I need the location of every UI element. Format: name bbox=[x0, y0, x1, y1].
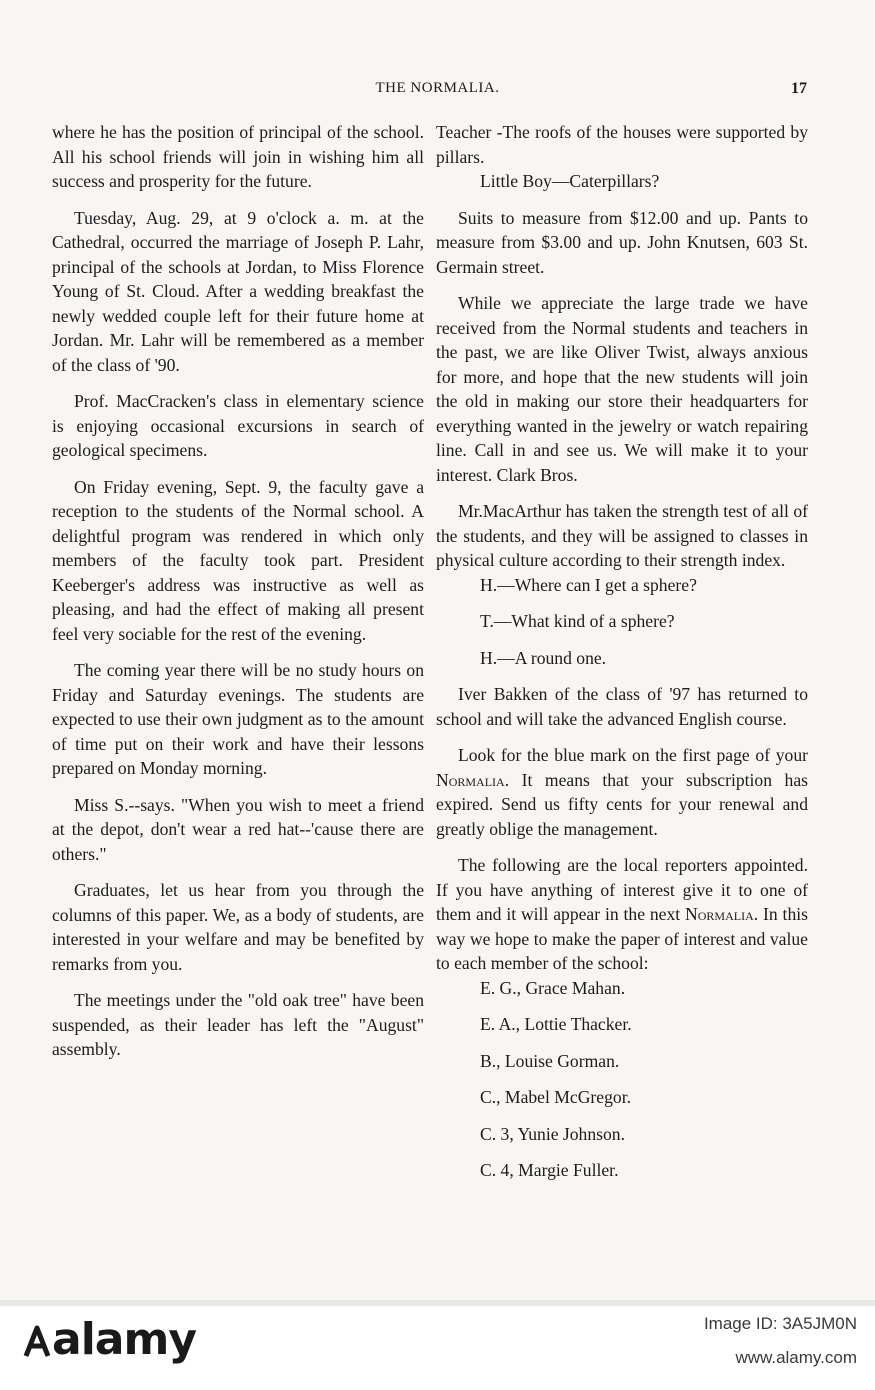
paragraph-reporters bbox=[436, 853, 808, 976]
reporter-item: B., Louise Gorman. bbox=[480, 1050, 620, 1071]
reporter-item: E. A., Lottie Thacker. bbox=[480, 1014, 632, 1034]
paragraph-bakken: Iver Bakken of the class of '97 has returned to school and will take the advanced English course. bbox=[436, 684, 808, 729]
joke-caterpillars-line-2: Little Boy—Caterpillars? bbox=[480, 171, 660, 191]
watermark-site: www.alamy.com bbox=[735, 1348, 857, 1367]
paragraph-science-class: Prof. MacCracken's class in elementary science is enjoying occasional excursions in search of geological specimens. bbox=[52, 391, 424, 460]
joke-sphere-line-3: H.—A round one. bbox=[480, 647, 607, 668]
left-column bbox=[52, 120, 424, 1062]
watermark-footer bbox=[0, 1300, 875, 1390]
alamy-logo-text: alamy bbox=[52, 1314, 196, 1365]
page-title: THE NORMALIA. bbox=[375, 80, 500, 96]
normalia-brand: Normalia bbox=[436, 769, 505, 790]
paragraph-oak-tree: The meetings under the "old oak tree" have been suspended, as their leader has left the "August" assembly. bbox=[52, 990, 424, 1059]
footer-divider bbox=[0, 1300, 875, 1306]
joke-caterpillars-line-1: Teacher -The roofs of the houses were supported by pillars. bbox=[436, 122, 808, 167]
page-number: 17 bbox=[791, 80, 807, 97]
paragraph-blue-mark bbox=[436, 743, 808, 841]
paragraph-wedding: Tuesday, Aug. 29, at 9 o'clock a. m. at the Cathedral, occurred the marriage of Joseph P. Lahr, principal of the schools at Jordan, to Miss Florence Young of St. Cloud. After a wedding breakfast the newly wedded couple left for their future home at Jordan. Mr. Lahr will be remembered as a member of the class of '90. bbox=[52, 207, 424, 375]
paragraph-study-hours: The coming year there will be no study hours on Friday and Saturday evenings. The students are expected to use their own judgment as to the amount of time put on their work and have their lessons prepared on Monday morning. bbox=[52, 660, 424, 778]
reporter-item: C., Mabel McGregor. bbox=[480, 1087, 631, 1107]
reporter-item: C. 4, Margie Fuller. bbox=[480, 1160, 619, 1180]
paragraph-principal: where he has the position of principal of the school. All his school friends will join in wishing him all success and prosperity for the future. bbox=[52, 122, 424, 191]
reporter-item: E. G., Grace Mahan. bbox=[480, 977, 626, 998]
normalia-brand: Normalia bbox=[685, 904, 754, 924]
alamy-logo bbox=[22, 1314, 196, 1365]
running-head bbox=[0, 80, 875, 104]
reporter-item: C. 3, Yunie Johnson. bbox=[480, 1123, 625, 1144]
blue-mark-text-1: Look for the blue mark on the first page of your bbox=[458, 745, 808, 765]
advertisement-suits: Suits to measure from $12.00 and up. Pants to measure from $3.00 and up. John Knutsen, 603 St. Germain street. bbox=[436, 207, 808, 277]
reporters-text-2: . In this way we hope to make the paper of interest and value to each member of the school: bbox=[436, 904, 808, 973]
paragraph-graduates: Graduates, let us hear from you through the columns of this paper. We, as a body of students, are interested in your welfare and may be benefited by remarks from you. bbox=[52, 880, 424, 974]
reporter-list bbox=[436, 976, 808, 1183]
paragraph-reception: On Friday evening, Sept. 9, the faculty gave a reception to the students of the Normal school. A delightful program was rendered in which only members of the faculty took part. President Keeberger's address was instructive as well as pleasing, and had the effect of making all present feel very sociable for the rest of the evening. bbox=[52, 476, 424, 644]
paragraph-red-hat: Miss S.--says. "When you wish to meet a friend at the depot, don't wear a red hat--'cause there are others." bbox=[52, 794, 424, 864]
image-id-label: Image ID: 3A5JM0N bbox=[703, 1314, 857, 1333]
advertisement-clark-bros: While we appreciate the large trade we have received from the Normal students and teachers in the past, we are like Oliver Twist, always anxious for more, and hope that the new students will join the old in making our store their headquarters for everything wanted in the jewelry or watch repairing line. Call in and see us. We will make it to your interest. Clark Bros. bbox=[436, 293, 808, 485]
alamy-a-mark-icon bbox=[22, 1322, 52, 1362]
joke-sphere-line-1: H.—Where can I get a sphere? bbox=[480, 574, 697, 595]
blue-mark-text-2: . It means that your subscription has expired. Send us fifty cents for your renewal and greatly oblige the management. bbox=[436, 769, 808, 839]
right-column bbox=[436, 120, 808, 1195]
reporters-text-1: The following are the local reporters appointed. If you have anything of interest give it to one of them and it will appear in the next bbox=[436, 855, 808, 924]
paragraph-strength-test: Mr.MacArthur has taken the strength test of all of the students, and they will be assigned to classes in physical culture according to their strength index. bbox=[436, 501, 808, 570]
joke-sphere-line-2: T.—What kind of a sphere? bbox=[480, 611, 675, 631]
